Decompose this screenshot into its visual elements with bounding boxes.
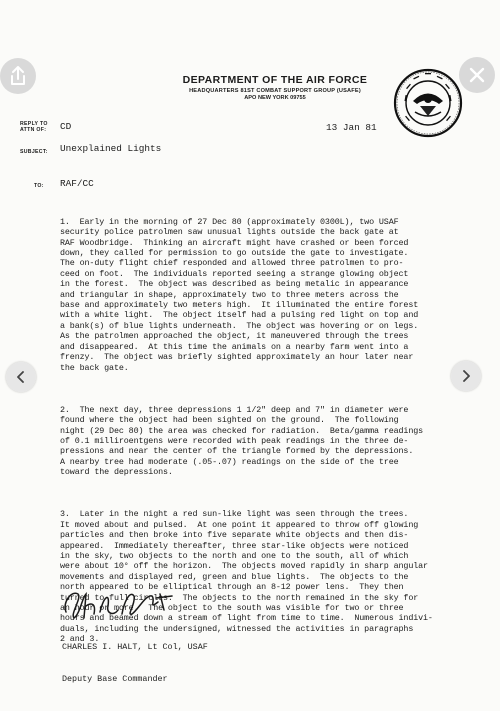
- memo-date: 13 Jan 81: [326, 122, 377, 133]
- paragraph-2: 2. The next day, three depressions 1 1/2" deep and 7" in diameter were found where the object had been sighted on the ground. The following night (29 Dec 80) the area was checked for radiation. Beta/gamma readings of 0.1 milliroentgens were recorded with peak readings in the three de- pressions and near the center of the triangle formed by the depressions. A nearby tree had moderate (.05-.07) readings on the side of the tree toward the depressions.: [60, 404, 424, 478]
- subject-value: Unexplained Lights: [60, 143, 162, 154]
- chevron-right-icon: [458, 368, 474, 384]
- share-icon: [0, 58, 36, 94]
- signer-name: CHARLES I. HALT, Lt Col, USAF: [62, 642, 208, 652]
- close-button[interactable]: [459, 57, 495, 93]
- department-name: DEPARTMENT OF THE AIR FORCE: [182, 74, 368, 86]
- to-value: RAF/CC: [60, 178, 94, 189]
- close-icon: [459, 57, 495, 93]
- next-image-button[interactable]: [451, 361, 481, 391]
- to-label: TO:: [34, 183, 44, 189]
- paragraph-3: 3. Later in the night a red sun-like light was seen through the trees. It moved about and pulsed. At one point it appeared to throw off glowing particles and then broke into five separate white objects and then dis- appeared. Immediately thereafter, three star-like objects were noticed in the sky, two objects to the north and one to the south, all of which were about 10° off the horizon. The objects moved rapidly in sharp angular movements and displayed red, green and blue lights. The objects to the north appeared to be elliptical through an 8-12 power lens. They then turned to full circles. The objects to the north remained in the sky for an hour or more. The object to the south was visible for two or three hours and beamed down a stream of light from time to time. Numerous indivi- duals, including the undersigned, witnessed the activities in paragraphs 2 and 3.: [60, 509, 433, 645]
- subject-label: SUBJECT:: [20, 149, 48, 155]
- reply-to-label-line1: REPLY TO: [20, 121, 48, 127]
- air-force-seal-icon: [393, 68, 463, 138]
- letterhead: [150, 74, 400, 101]
- reply-to-label: [20, 121, 48, 133]
- share-button[interactable]: [0, 58, 36, 94]
- reply-to-label-line2: ATTN OF:: [20, 127, 47, 133]
- previous-image-button[interactable]: [6, 362, 36, 392]
- signature-block: [62, 621, 208, 705]
- reply-to-value: CD: [60, 121, 72, 132]
- paragraph-1: 1. Early in the morning of 27 Dec 80 (approximately 0300L), two USAF security police patrolmen saw unusual lights outside the back gate at RAF Woodbridge. Thinking an aircraft might have crashed or been forced down, they called for permission to go outside the gate to investigate. The on-duty flight chief responded and allowed three patrolmen to pro- ceed on foot. The individuals reported seeing a strange glowing object in the forest. The object was described as being metalic in appearance and triangular in shape, approximately two to three meters across the base and approximately two meters high. It illuminated the entire forest with a white light. The object itself had a pulsing red light on top and a bank(s) of blue lights underneath. The object was hovering or on legs. As the patrolmen approached the object, it maneuvered through the trees and disappeared. At this time the animals on a nearby farm went into a frenzy. The object was briefly sighted approximately an hour later near the back gate.: [60, 216, 419, 373]
- chevron-left-icon: [13, 369, 29, 385]
- signer-title: Deputy Base Commander: [62, 673, 168, 684]
- unit-name: HEADQUARTERS 81ST COMBAT SUPPORT GROUP (USAFE): [189, 88, 361, 94]
- apo-address: APO NEW YORK 09755: [244, 95, 306, 101]
- handwritten-signature: [60, 584, 180, 624]
